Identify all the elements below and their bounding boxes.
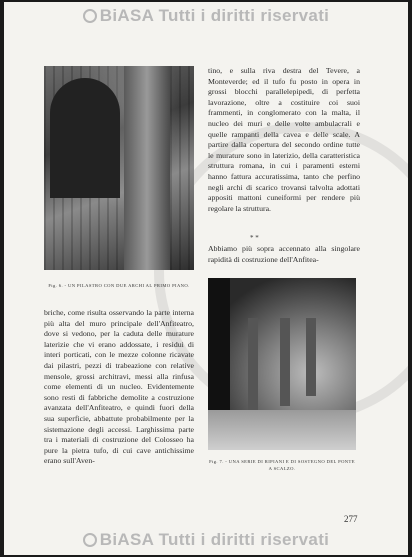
photo-pilaster-arches [44, 66, 194, 270]
paragraph-right-top: tino, e sulla riva destra del Tevere, a Monteverde; ed il tufo fu posto in opera in grossi blocchi parallelepipedi, di perfetta lavorazione, oltre a costituire coi suoi frammenti, in conglomerato con la malta, il nucleo dei muri e delle volte ambulacrali e quelle rampanti della cavea e delle scale. A partire dalla copertura del secondo ordine tutte le murature sono in laterizio, della caratteristica struttura romana, in cui i paramenti esterni hanno fattura accuratissima, tanto che perfino negli archi di scarico trovansi talvolta adottati appositi mattoni cuneiformi per rendere più regolare la struttura. [208, 66, 360, 213]
section-separator: * * [250, 234, 259, 242]
figure1-caption: Fig. 6. - UN PILASTRO CON DUE ARCHI AL PRIMO PIANO. [48, 283, 190, 288]
page-number: 277 [344, 514, 358, 524]
figure2-caption: Fig. 7. - UNA SERIE DI RIPIANI E DI SOSTEGNO DEL PONTE A SCALZO. [209, 459, 355, 471]
paragraph-right-mid: Abbiamo più sopra accennato alla singolare rapidità di costruzione dell'Anfitea- [208, 244, 360, 264]
watermark-bottom: BiASA Tutti i diritti riservati [4, 530, 408, 550]
paragraph-left-bottom: briche, come risulta osservando la parte interna più alta del muro principale dell'Anfiteatro, dove si vedono, per la caduta delle murature laterizie che vi erano addossate, i residui di interi porticati, con le mezze colonne ricavate dai pilastri, pezzi di trabeazione con relative mensole, grossi architravi, messi alla rinfusa come elementi di un nucleo. Evidentemente sono resti di fabbriche demolite a costruzione avanzata dell'Anfiteatro, e quindi fuori della sua superficie, abbattute probabilmente per la sistemazione degli accessi. Larghissima parte tra i materiali di costruzione del Colosseo ha pure la pietra tufo, di cui cave antichissime erano sull'Aven- [44, 308, 194, 466]
document-page [4, 2, 408, 555]
watermark-top: BiASA Tutti i diritti riservati [4, 6, 408, 26]
copyright-icon [83, 9, 97, 23]
photo-arcade-corridor [208, 278, 356, 450]
copyright-icon [83, 533, 97, 547]
